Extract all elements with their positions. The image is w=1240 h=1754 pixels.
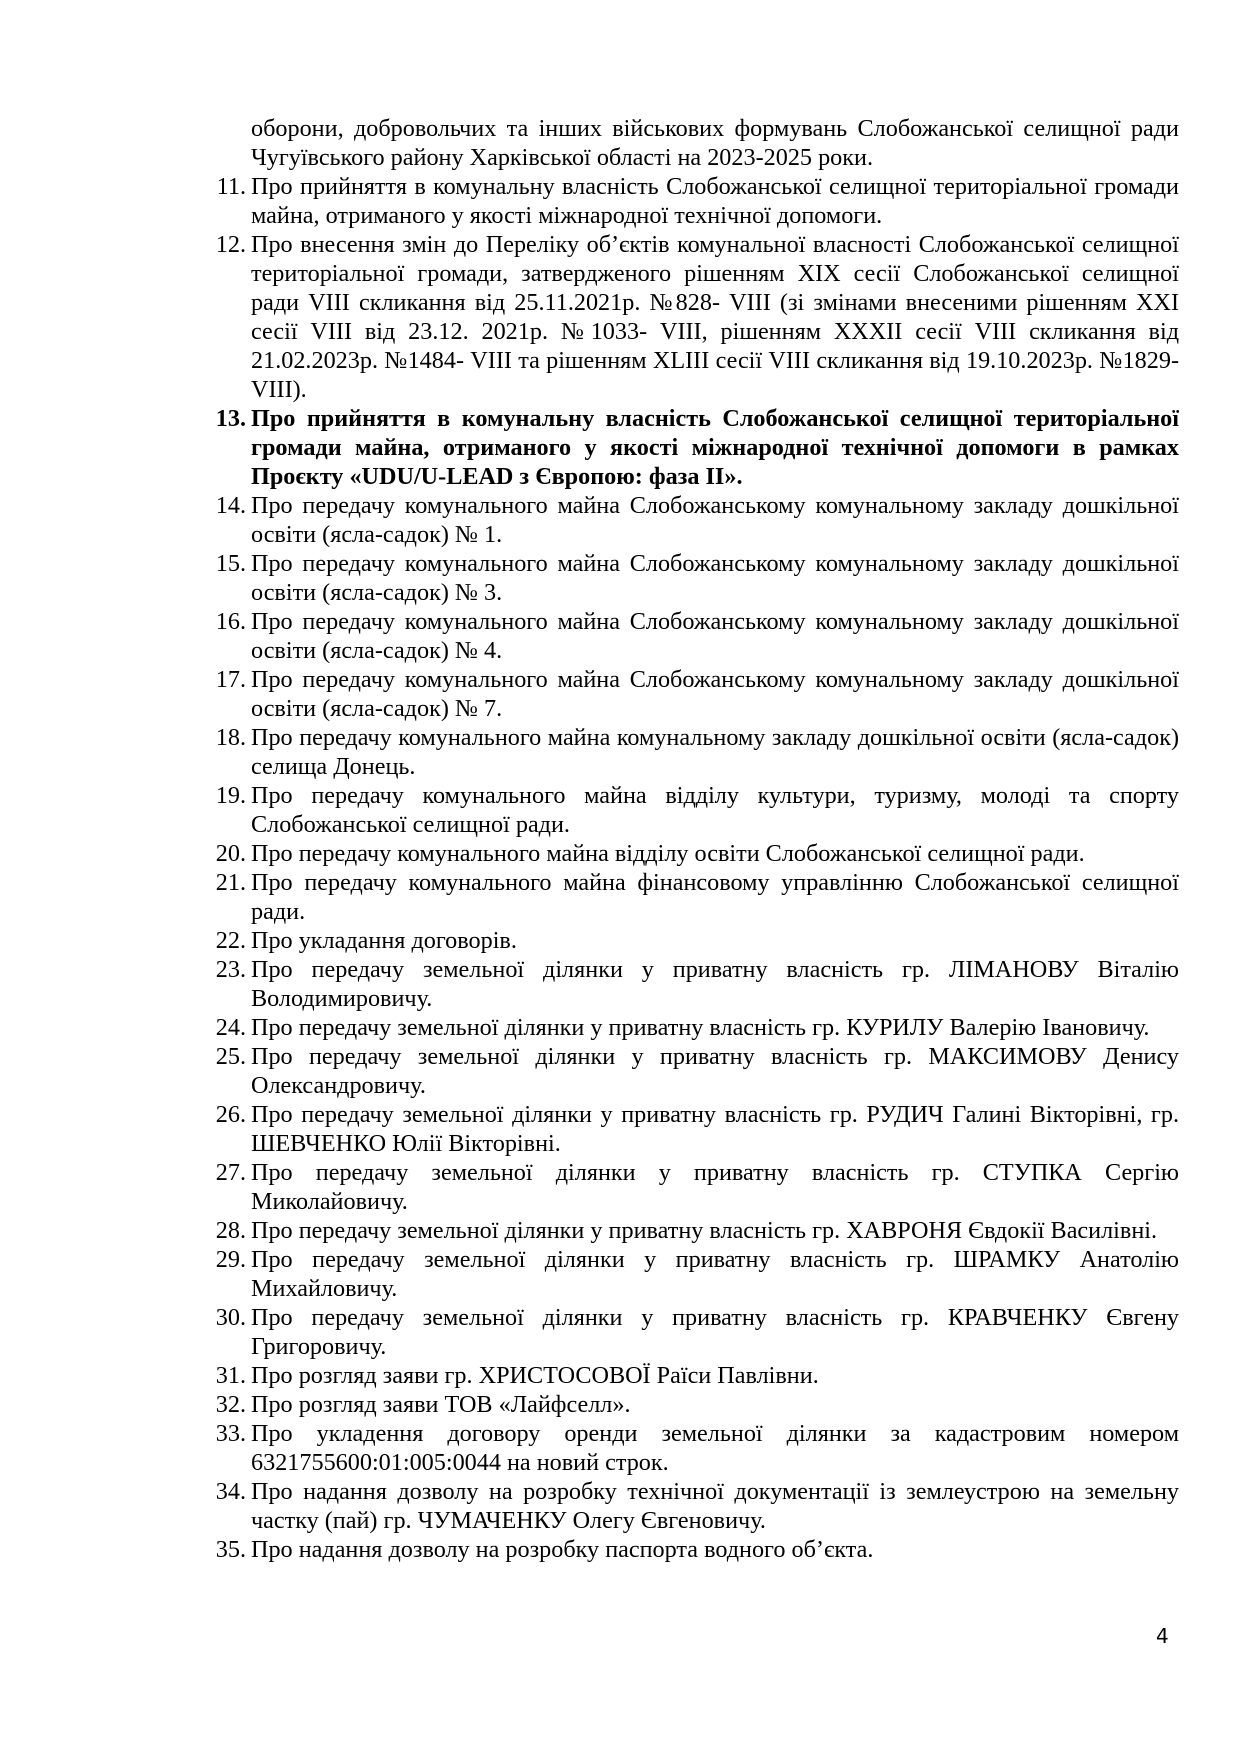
agenda-item-text: Про розгляд заяви гр. ХРИСТОСОВОЇ Раїси Павлівни. [251, 1362, 819, 1389]
agenda-item-number: 32. [215, 1391, 246, 1418]
agenda-item [208, 1535, 1179, 1564]
agenda-item-number: 19. [215, 782, 246, 809]
agenda-item [208, 172, 1179, 230]
agenda-item [208, 549, 1179, 607]
agenda-item [208, 665, 1179, 723]
agenda-item [208, 607, 1179, 665]
agenda-item-number: 30. [215, 1304, 246, 1331]
agenda-item-text: Про передачу комунального майна відділу освіти Слобожанської селищної ради. [251, 840, 1085, 867]
agenda-item-number: 24. [215, 1014, 246, 1041]
agenda-item-text: Про передачу комунального майна фінансовому управлінню Слобожанської селищної ради. [251, 869, 1179, 925]
agenda-item-text: Про укладання договорів. [251, 927, 517, 954]
agenda-item [208, 955, 1179, 1013]
agenda-item-text: Про передачу комунального майна Слобожанському комунальному закладу дошкільної освіти (ясла-садок) № 1. [251, 492, 1179, 548]
agenda-item [208, 839, 1179, 868]
agenda-item [208, 491, 1179, 549]
agenda-item [208, 1100, 1179, 1158]
agenda-item [208, 1245, 1179, 1303]
agenda-item [208, 1477, 1179, 1535]
agenda-item [208, 1042, 1179, 1100]
agenda-item-number: 20. [215, 840, 246, 867]
agenda-item-text: Про передачу земельної ділянки у приватну власність гр. СТУПКА Сергію Миколайовичу. [251, 1159, 1179, 1215]
agenda-item-text: Про надання дозволу на розробку технічної документації із землеустрою на земельну частку (пай) гр. ЧУМАЧЕНКУ Олегу Євгеновичу. [251, 1478, 1179, 1534]
agenda-item [208, 868, 1179, 926]
agenda-item-number: 29. [215, 1246, 246, 1273]
agenda-item [208, 926, 1179, 955]
agenda-item-number: 31. [215, 1362, 246, 1389]
agenda-item-number: 14. [215, 492, 246, 519]
agenda-item-text: Про укладення договору оренди земельної ділянки за кадастровим номером 6321755600:01:005:0044 на новий строк. [251, 1420, 1179, 1476]
agenda-item-number: 17. [215, 666, 246, 693]
agenda-item-number: 23. [215, 956, 246, 983]
agenda-item-text: Про передачу земельної ділянки у приватну власність гр. ШРАМКУ Анатолію Михайловичу. [251, 1246, 1179, 1302]
agenda-item-number: 15. [215, 550, 246, 577]
agenda-item-number: 34. [215, 1478, 246, 1505]
agenda-content [208, 114, 1179, 1564]
agenda-item [208, 1419, 1179, 1477]
agenda-item-number: 22. [215, 927, 246, 954]
agenda-item-text: Про передачу земельної ділянки у приватну власність гр. ЛІМАНОВУ Віталію Володимировичу. [251, 956, 1179, 1012]
agenda-item-number: 11. [216, 173, 246, 200]
page-number: 4 [1156, 1624, 1169, 1648]
agenda-item-text: Про надання дозволу на розробку паспорта водного об’єкта. [251, 1536, 874, 1563]
agenda-list [208, 172, 1179, 1564]
agenda-item-number: 16. [215, 608, 246, 635]
agenda-item-text: Про передачу комунального майна відділу культури, туризму, молоді та спорту Слобожанської селищної ради. [251, 782, 1179, 838]
agenda-item-text: Про передачу земельної ділянки у приватну власність гр. ХАВРОНЯ Євдокії Василівні. [251, 1217, 1158, 1244]
agenda-item-text: Про передачу комунального майна комунальному закладу дошкільної освіти (ясла-садок) селища Донець. [251, 724, 1179, 780]
agenda-item-number: 25. [215, 1043, 246, 1070]
agenda-item-text: Про передачу земельної ділянки у приватну власність гр. КУРИЛУ Валерію Івановичу. [251, 1014, 1150, 1041]
agenda-item-text: Про передачу земельної ділянки у приватну власність гр. РУДИЧ Галині Вікторівні, гр. ШЕВЧЕНКО Юлії Вікторівні. [251, 1101, 1179, 1157]
agenda-item-text: Про передачу земельної ділянки у приватну власність гр. КРАВЧЕНКУ Євгену Григоровичу. [251, 1304, 1179, 1360]
agenda-item [208, 1361, 1179, 1390]
agenda-item-number: 18. [215, 724, 246, 751]
agenda-item-text: Про прийняття в комунальну власність Слобожанської селищної територіальної громади майна, отриманого у якості міжнародної технічної допомоги. [251, 173, 1179, 229]
agenda-item-number: 21. [215, 869, 246, 896]
agenda-item-number: 13. [215, 405, 246, 432]
agenda-item [208, 1216, 1179, 1245]
agenda-item-number: 35. [215, 1536, 246, 1563]
agenda-item-text: Про передачу комунального майна Слобожанському комунальному закладу дошкільної освіти (ясла-садок) № 4. [251, 608, 1179, 664]
agenda-item-number: 12. [215, 231, 246, 258]
agenda-item-number: 33. [215, 1420, 246, 1447]
agenda-item-number: 26. [215, 1101, 246, 1128]
agenda-item [208, 404, 1179, 491]
agenda-item-text: Про передачу комунального майна Слобожанському комунальному закладу дошкільної освіти (ясла-садок) № 3. [251, 550, 1179, 606]
agenda-item-text: Про прийняття в комунальну власність Слобожанської селищної територіальної громади майна, отриманого у якості міжнародної технічної допомоги в рамках Проєкту «UDU/U-LEAD з Європою: фаза ІІ». [251, 405, 1179, 490]
agenda-item-text: Про передачу комунального майна Слобожанському комунальному закладу дошкільної освіти (ясла-садок) № 7. [251, 666, 1179, 722]
agenda-item [208, 723, 1179, 781]
agenda-item-text: Про розгляд заяви ТОВ «Лайфселл». [251, 1391, 631, 1418]
agenda-item [208, 1013, 1179, 1042]
agenda-item [208, 1390, 1179, 1419]
agenda-item-text: Про передачу земельної ділянки у приватну власність гр. МАКСИМОВУ Денису Олександровичу. [251, 1043, 1179, 1099]
agenda-item-number: 27. [215, 1159, 246, 1186]
agenda-item [208, 781, 1179, 839]
agenda-item-text: Про внесення змін до Переліку об’єктів комунальної власності Слобожанської селищної територіальної громади, затвердженого рішенням XIX сесії Слобожанської селищної ради VIII скликання від 25.11.2021р. №828- VIII (зі змінами внесеними рішенням XXI сесії VIII від 23.12. 2021р. №1033- VIII, рішенням XXXII сесії VIII скликання від 21.02.2023р. №1484- VIII та рішенням XLIII сесії VIII скликання від 19.10.2023р. №1829-VIII). [251, 231, 1179, 403]
agenda-item-number: 28. [215, 1217, 246, 1244]
agenda-item [208, 230, 1179, 404]
intro-paragraph: оборони, добровольчих та інших військових формувань Слобожанської селищної ради Чугуївського району Харківської області на 2023-2025 роки. [251, 115, 1179, 171]
agenda-item [208, 1158, 1179, 1216]
agenda-item [208, 1303, 1179, 1361]
